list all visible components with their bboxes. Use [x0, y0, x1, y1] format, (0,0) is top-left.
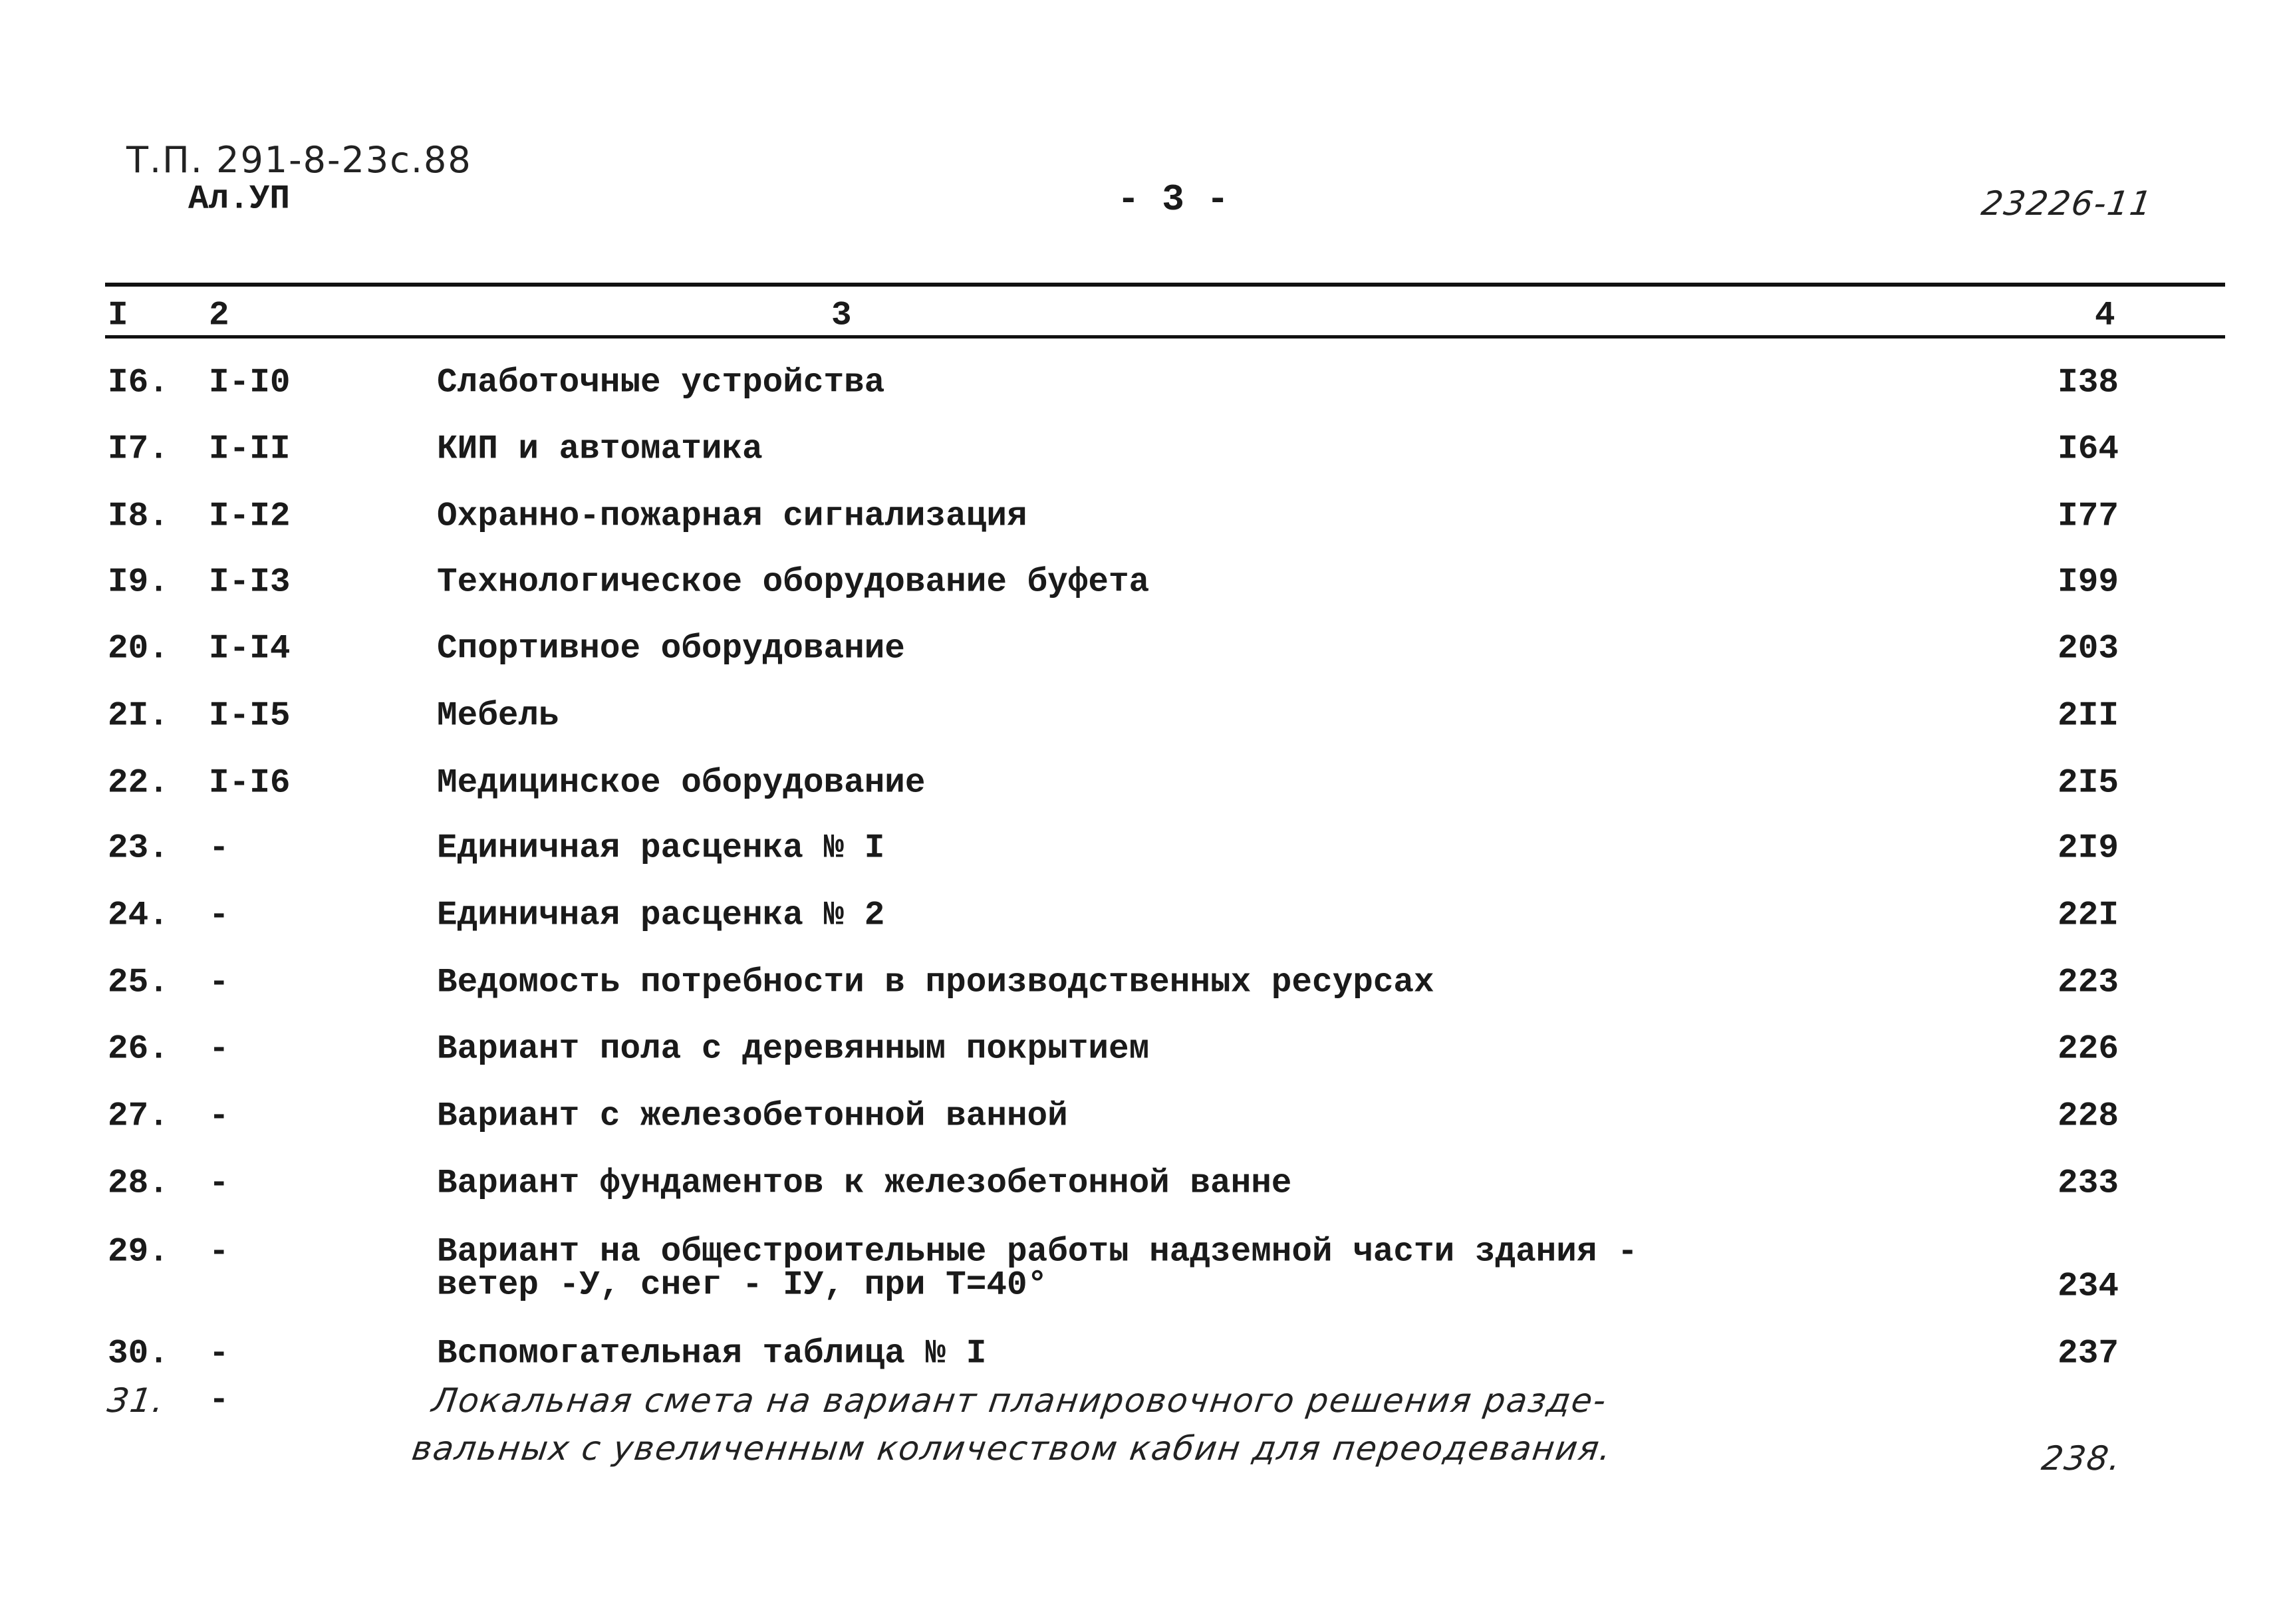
inventory-number: 23226-11 [1978, 184, 2155, 223]
row-title: КИП и автоматика [437, 430, 763, 469]
row-section: - [209, 1097, 229, 1136]
row-section: - [209, 896, 229, 935]
row-number: 27. [108, 1097, 169, 1136]
row-section: I-II [209, 430, 291, 469]
row-section: I-I5 [209, 697, 291, 736]
row-title: Единичная расценка № 2 [437, 896, 885, 935]
row-number: 24. [108, 896, 169, 935]
row-number: 31. [104, 1381, 168, 1420]
row-page: 2II [2058, 697, 2119, 736]
row-number: I9. [108, 563, 169, 602]
row-section: - [209, 1381, 229, 1420]
column-header-1: I [108, 297, 128, 335]
row-title: ветер -У, снег - IУ, при Т=40° [437, 1266, 1048, 1305]
row-number: I8. [108, 497, 169, 536]
row-number: 29. [108, 1233, 169, 1272]
row-section: I-I6 [209, 764, 291, 803]
row-page: 233 [2058, 1164, 2119, 1203]
row-title: Слаботочные устройства [437, 364, 885, 402]
row-title: Технологическое оборудование буфета [437, 563, 1150, 602]
column-header-3: 3 [831, 297, 852, 335]
row-section: - [209, 1335, 229, 1373]
row-page: 22I [2058, 896, 2119, 935]
row-title: Мебель [437, 697, 559, 736]
row-page: 237 [2058, 1335, 2119, 1373]
row-section: - [209, 829, 229, 868]
row-number: I7. [108, 430, 169, 469]
row-number: 26. [108, 1030, 169, 1069]
column-header-2: 2 [209, 297, 229, 335]
row-title: Вариант фундаментов к железобетонной ванне [437, 1164, 1292, 1203]
row-page: 228 [2058, 1097, 2119, 1136]
row-page: 234 [2058, 1268, 2119, 1306]
row-section: I-I4 [209, 630, 291, 668]
row-title: Единичная расценка № I [437, 829, 885, 868]
row-title: Ведомость потребности в производственных ресурсах [437, 964, 1434, 1002]
document-code: Т.П. 291-8-23с.88 [126, 139, 472, 181]
row-page: I38 [2058, 364, 2119, 402]
row-page: 2I9 [2058, 829, 2119, 868]
row-number: 2I. [108, 697, 169, 736]
row-section: - [209, 1030, 229, 1069]
row-section: - [209, 1233, 229, 1272]
row-section: I-I3 [209, 563, 291, 602]
row-page: 223 [2058, 964, 2119, 1002]
row-section: - [209, 1164, 229, 1203]
row-title: Вариант пола с деревянным покрытием [437, 1030, 1150, 1069]
row-title: Вариант на общестроительные работы надземной части здания - [437, 1233, 1638, 1272]
row-number: 28. [108, 1164, 169, 1203]
row-title: Спортивное оборудование [437, 630, 905, 668]
row-title: Вариант с железобетонной ванной [437, 1097, 1068, 1136]
row-section: I-I2 [209, 497, 291, 536]
row-section: I-I0 [209, 364, 291, 402]
row-number: 23. [108, 829, 169, 868]
row-title: Медицинское оборудование [437, 764, 926, 803]
row-title: вальных с увеличенным количеством кабин для переодевания. [409, 1429, 1615, 1468]
page-number: - 3 - [1117, 178, 1230, 221]
row-title: Охранно-пожарная сигнализация [437, 497, 1027, 536]
row-number: 30. [108, 1335, 169, 1373]
row-page: I77 [2058, 497, 2119, 536]
row-page: I64 [2058, 430, 2119, 469]
row-number: 25. [108, 964, 169, 1002]
table-top-rule [105, 283, 2225, 287]
row-number: 20. [108, 630, 169, 668]
row-number: I6. [108, 364, 169, 402]
row-page: 238. [2039, 1439, 2125, 1478]
column-header-4: 4 [2095, 297, 2115, 335]
row-title: Вспомогательная таблица № I [437, 1335, 987, 1373]
row-page: 203 [2058, 630, 2119, 668]
row-page: 2I5 [2058, 764, 2119, 803]
table-header-rule [105, 335, 2225, 338]
row-title: Локальная смета на вариант планировочного решения разде- [429, 1381, 1610, 1420]
row-section: - [209, 964, 229, 1002]
album-label: Ал.УП [188, 180, 291, 219]
row-page: 226 [2058, 1030, 2119, 1069]
row-page: I99 [2058, 563, 2119, 602]
row-number: 22. [108, 764, 169, 803]
